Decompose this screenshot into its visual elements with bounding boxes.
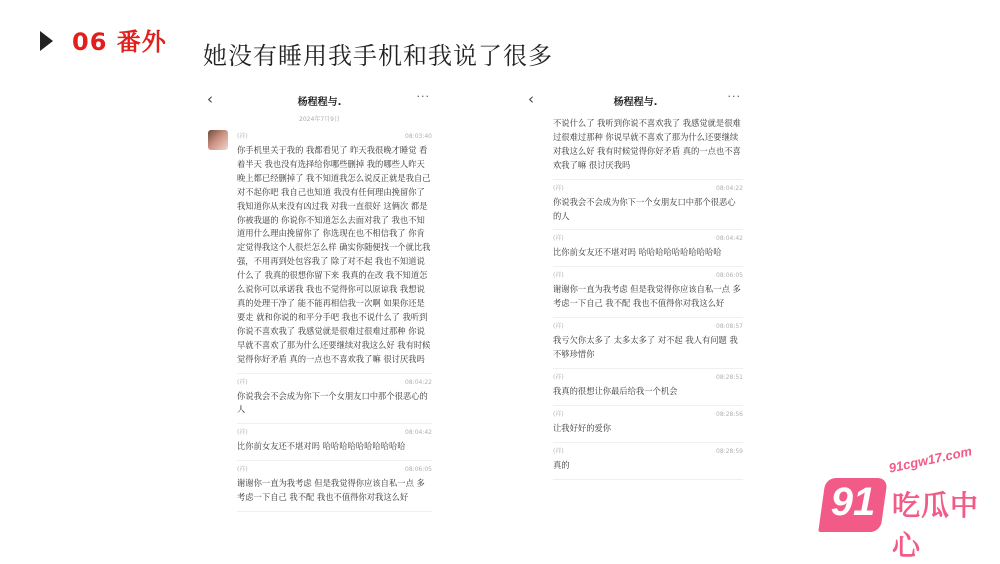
message-sender: (祥) xyxy=(237,378,248,386)
message-text: 我真的很想让你最后给我一个机会 xyxy=(553,385,678,396)
chat-title: 杨程程与. xyxy=(613,97,658,108)
message-sender: (祥) xyxy=(237,133,248,140)
message-time: 08:06:05 xyxy=(405,466,432,474)
message-time: 08:06:05 xyxy=(716,272,743,280)
message-text: 比你前女友还不堪对吗 哈哈哈哈哈哈哈哈哈哈 xyxy=(553,247,722,258)
message-item xyxy=(553,443,743,480)
message-text: 真的 xyxy=(553,459,570,470)
message-time: 08:03:40 xyxy=(405,133,432,140)
message-item xyxy=(553,230,743,267)
watermark-url: 91cgw17.com xyxy=(887,443,974,476)
message-text: 谢谢你一直为我考虑 但是我觉得你应该自私一点 多考虑一下自己 我不配 我也不值得你对我这么好 xyxy=(553,284,741,309)
message-time: 08:04:42 xyxy=(405,429,432,437)
message-item xyxy=(237,128,432,374)
chat-screenshot-right xyxy=(518,88,753,560)
chat-title: 杨程程与. xyxy=(297,97,342,108)
section-arrow-icon xyxy=(40,31,53,51)
section-title: 06 番外 xyxy=(72,28,167,56)
message-item xyxy=(237,424,432,461)
message-time: 08:28:51 xyxy=(716,373,743,381)
chat-nav-bar xyxy=(197,88,442,114)
site-watermark xyxy=(822,443,992,562)
back-icon[interactable]: ‹ xyxy=(528,90,534,108)
message-item xyxy=(237,461,432,512)
message-text: 比你前女友还不堪对吗 哈哈哈哈哈哈哈哈哈哈 xyxy=(237,441,406,452)
message-item xyxy=(237,374,432,425)
back-icon[interactable]: ‹ xyxy=(207,90,213,108)
watermark-number: 91 xyxy=(830,480,876,524)
message-time: 08:28:59 xyxy=(716,447,743,455)
message-list xyxy=(518,110,753,480)
message-item xyxy=(553,180,743,231)
slide-headline: 她没有睡用我手机和我说了很多 xyxy=(203,42,553,70)
chat-screenshot-left xyxy=(197,88,442,560)
message-time: 08:04:42 xyxy=(716,235,743,243)
message-text: 你说我会不会成为你下一个女朋友口中那个很恶心的人 xyxy=(237,390,428,415)
message-item xyxy=(553,117,743,180)
message-sender: (祥) xyxy=(553,184,564,192)
message-item xyxy=(553,267,743,318)
message-item xyxy=(553,406,743,443)
message-sender: (祥) xyxy=(553,235,564,243)
message-time: 08:28:56 xyxy=(716,410,743,418)
message-sender: (祥) xyxy=(553,410,564,418)
message-text: 我亏欠你太多了 太多太多了 对不起 我人有问题 我不够珍惜你 xyxy=(553,335,738,360)
more-options-icon[interactable]: ··· xyxy=(416,90,430,103)
message-sender: (祥) xyxy=(237,466,248,474)
message-sender: (祥) xyxy=(553,272,564,280)
message-text: 你说我会不会成为你下一个女朋友口中那个很恶心的人 xyxy=(553,196,736,221)
message-time: 08:04:22 xyxy=(405,378,432,386)
message-sender: (祥) xyxy=(553,373,564,381)
chat-date-separator: 2024年7月9日 xyxy=(299,116,340,123)
more-options-icon[interactable]: ··· xyxy=(727,90,741,103)
message-text: 让我好好的爱你 xyxy=(553,422,612,433)
watermark-name: 吃瓜中心 xyxy=(892,489,980,562)
message-sender: (祥) xyxy=(553,447,564,455)
message-text: 谢谢你一直为我考虑 但是我觉得你应该自私一点 多考虑一下自己 我不配 我也不值得你对我这么好 xyxy=(237,478,425,503)
message-time: 08:04:22 xyxy=(716,184,743,192)
message-text: 不说什么了 我听到你说不喜欢我了 我感觉就是很难过很难过那种 你说早就不喜欢了那为什么还要继续对我这么好 我有时候觉得你好矛盾 真的一点也不喜欢我了嘛 很讨厌我吗 xyxy=(553,118,741,170)
message-item xyxy=(553,318,743,369)
message-sender: (祥) xyxy=(237,429,248,437)
avatar[interactable] xyxy=(208,130,228,150)
message-text: 你手机里关于我的 我都看见了 昨天我很晚才睡觉 看着半天 我也没有选择给你哪些删掉 我的哪些人昨天晚上都已经删掉了 我不知道我怎么说反正就是我自己对不起你吧 我自己也知道 我没有任何理由挽留你了 我知道你从来没有凶过我 对我一直很好 这俩次 都是你被我逼的 你说你不知道怎么去面对我了 我也不知道用什么理由挽留你了 你选现在也不相信我了 你肯定觉得我这个人很烂怎么样 确实你随便找一个就比我强，不用再到处包容我了 除了对不起 我也不知道说什么了 我真的很想你留下来 我真的在改 我不知道怎么说你可以承诺我 我也不觉得你可以原谅我 我想说真的处理干净了 能不能再相信我一次啊 如果你还是要走 就和你说的和平分手吧 我也不说什么了 我听到你说不喜欢我了 我感觉就是很难过很难过那种 你说早就不喜欢了那为什么还要继续对我这么好 我有时候觉得你好矛盾 真的一点也不喜欢我了嘛 很讨厌我吗 xyxy=(237,145,431,364)
message-time: 08:08:57 xyxy=(716,323,743,331)
message-item xyxy=(553,369,743,406)
message-sender: (祥) xyxy=(553,323,564,331)
